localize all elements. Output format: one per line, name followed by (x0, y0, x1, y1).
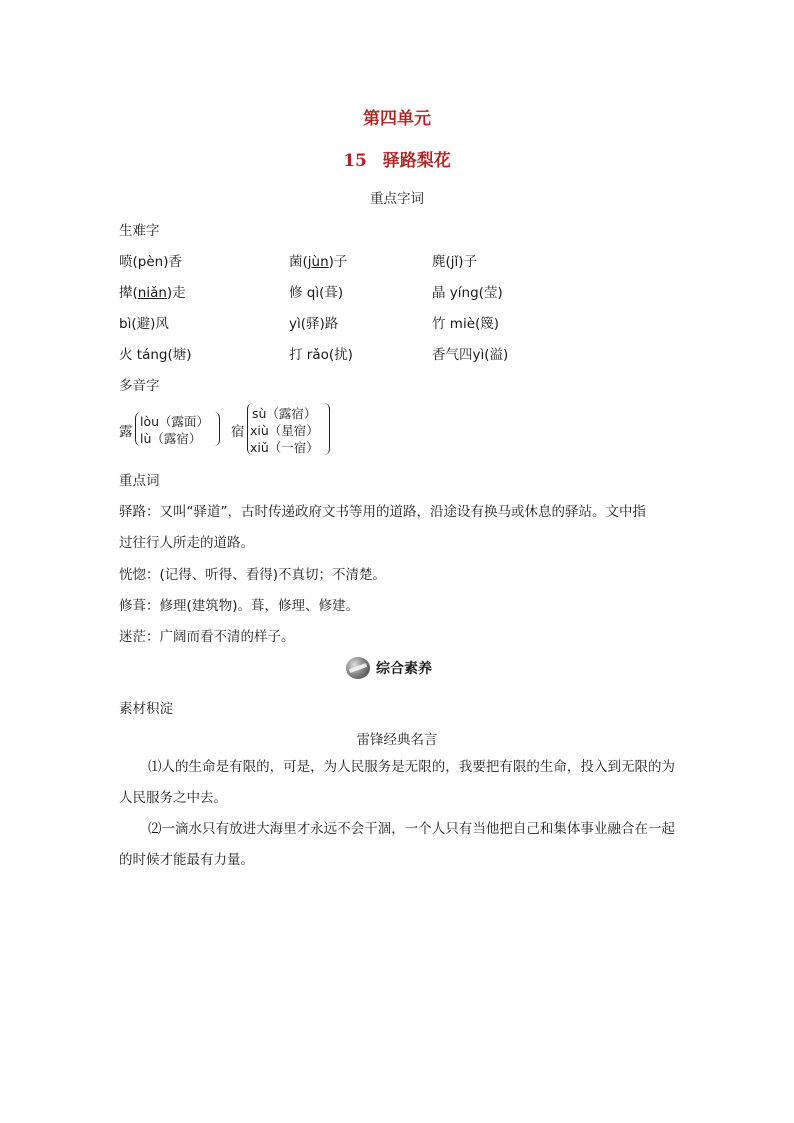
material-heading: 素材积淀 (119, 701, 173, 717)
entry-pinyin: táng (136, 347, 168, 363)
entry-suffix: (篾) (475, 316, 500, 332)
entry-prefix: 撵( (119, 285, 138, 301)
entry-prefix: 火 (119, 347, 137, 363)
polyphonic-reading: sù（露宿） (252, 406, 317, 421)
key-word-item: 修葺：修理(建筑物)。葺，修理、修建。 (119, 598, 360, 614)
entry-pinyin: rǎo (306, 347, 329, 363)
right-brace (324, 403, 330, 455)
entry-prefix: 麂( (432, 254, 451, 270)
entry-suffix: (葺) (319, 285, 344, 301)
hard-char-entry (289, 281, 343, 301)
polyphonic-reading: xiù（星宿） (250, 423, 319, 438)
entry-pinyin: yì (472, 347, 485, 363)
hard-chars-heading: 生难字 (119, 223, 160, 239)
entry-suffix: (莹) (478, 285, 503, 301)
entry-suffix: (扰) (328, 347, 353, 363)
hard-char-entry (289, 312, 338, 332)
entry-pinyin: jùn (307, 254, 329, 270)
lesson-number: 15 (343, 151, 367, 171)
entry-suffix: )走 (166, 285, 186, 301)
right-brace (214, 412, 220, 446)
key-word-item-continued: 过往行人所走的道路。 (119, 535, 254, 551)
entry-pinyin: yì (289, 316, 301, 332)
key-words-heading: 重点词 (119, 473, 160, 489)
hard-char-entry (432, 343, 508, 363)
hard-char-entry (289, 343, 353, 363)
hard-char-entry (432, 281, 503, 301)
entry-prefix: 晶 (432, 285, 450, 301)
key-word-item: 驿路：又叫“驿道”，古时传递政府文书等用的道路，沿途设有换马或休息的驿站。文中指 (119, 504, 646, 520)
entry-pinyin: niǎn (137, 285, 167, 301)
entry-prefix: 香气四 (432, 347, 473, 363)
section-banner (346, 656, 432, 680)
key-word-item: 迷茫：广阔而看不清的样子。 (119, 629, 295, 645)
quotes-subtitle: 雷锋经典名言 (356, 732, 438, 748)
hard-char-entry (289, 250, 347, 270)
entry-pinyin: bì (119, 316, 132, 332)
polyphonic-char: 露 (119, 424, 133, 440)
hard-char-entry (432, 312, 499, 332)
polyphonic-heading: 多音字 (119, 378, 160, 394)
polyphonic-reading: xiǔ（一宿） (250, 440, 319, 455)
banner-label: 综合素养 (376, 661, 432, 677)
entry-pinyin: qì (306, 285, 320, 301)
section-title: 重点字词 (370, 191, 424, 207)
polyphonic-reading: lòu（露面） (140, 414, 210, 429)
entry-pinyin: jǐ (450, 254, 459, 270)
entry-suffix: )子 (328, 254, 348, 270)
entry-suffix: (溢) (484, 347, 509, 363)
entry-prefix: 修 (289, 285, 307, 301)
entry-pinyin: miè (449, 316, 476, 332)
hard-char-entry (119, 312, 169, 332)
hard-char-entry (119, 250, 182, 270)
hard-char-entry (119, 343, 192, 363)
polyphonic-char: 宿 (231, 424, 245, 440)
entry-pinyin: yíng (449, 285, 479, 301)
globe-icon (346, 657, 370, 679)
lesson-title (0, 146, 794, 171)
hard-char-entry (432, 250, 477, 270)
entry-suffix: (塘) (167, 347, 192, 363)
polyphonic-reading: lù（露宿） (140, 431, 202, 446)
entry-prefix: 竹 (432, 316, 450, 332)
entry-suffix: )子 (458, 254, 478, 270)
lesson-name: 驿路梨花 (382, 151, 451, 171)
entry-prefix: 菌( (289, 254, 308, 270)
entry-prefix: 打 (289, 347, 307, 363)
entry-prefix: 喷( (119, 254, 138, 270)
quote-paragraph: ⑴人的生命是有限的，可是，为人民服务是无限的，我要把有限的生命，投入到无限的为人民服务之中去。 (119, 759, 675, 806)
entry-suffix: (驿)路 (300, 316, 339, 332)
entry-suffix: (避)风 (131, 316, 169, 332)
quote-paragraph: ⑵一滴水只有放进大海里才永远不会干涸，一个人只有当他把自己和集体事业融合在一起的时候才能最有力量。 (119, 821, 675, 868)
entry-suffix: )香 (163, 254, 182, 270)
hard-char-entry (119, 281, 186, 301)
entry-pinyin: pèn (137, 254, 164, 270)
key-word-item: 恍惚：(记得、听得、看得)不真切；不清楚。 (119, 567, 387, 583)
unit-title: 第四单元 (363, 109, 431, 129)
